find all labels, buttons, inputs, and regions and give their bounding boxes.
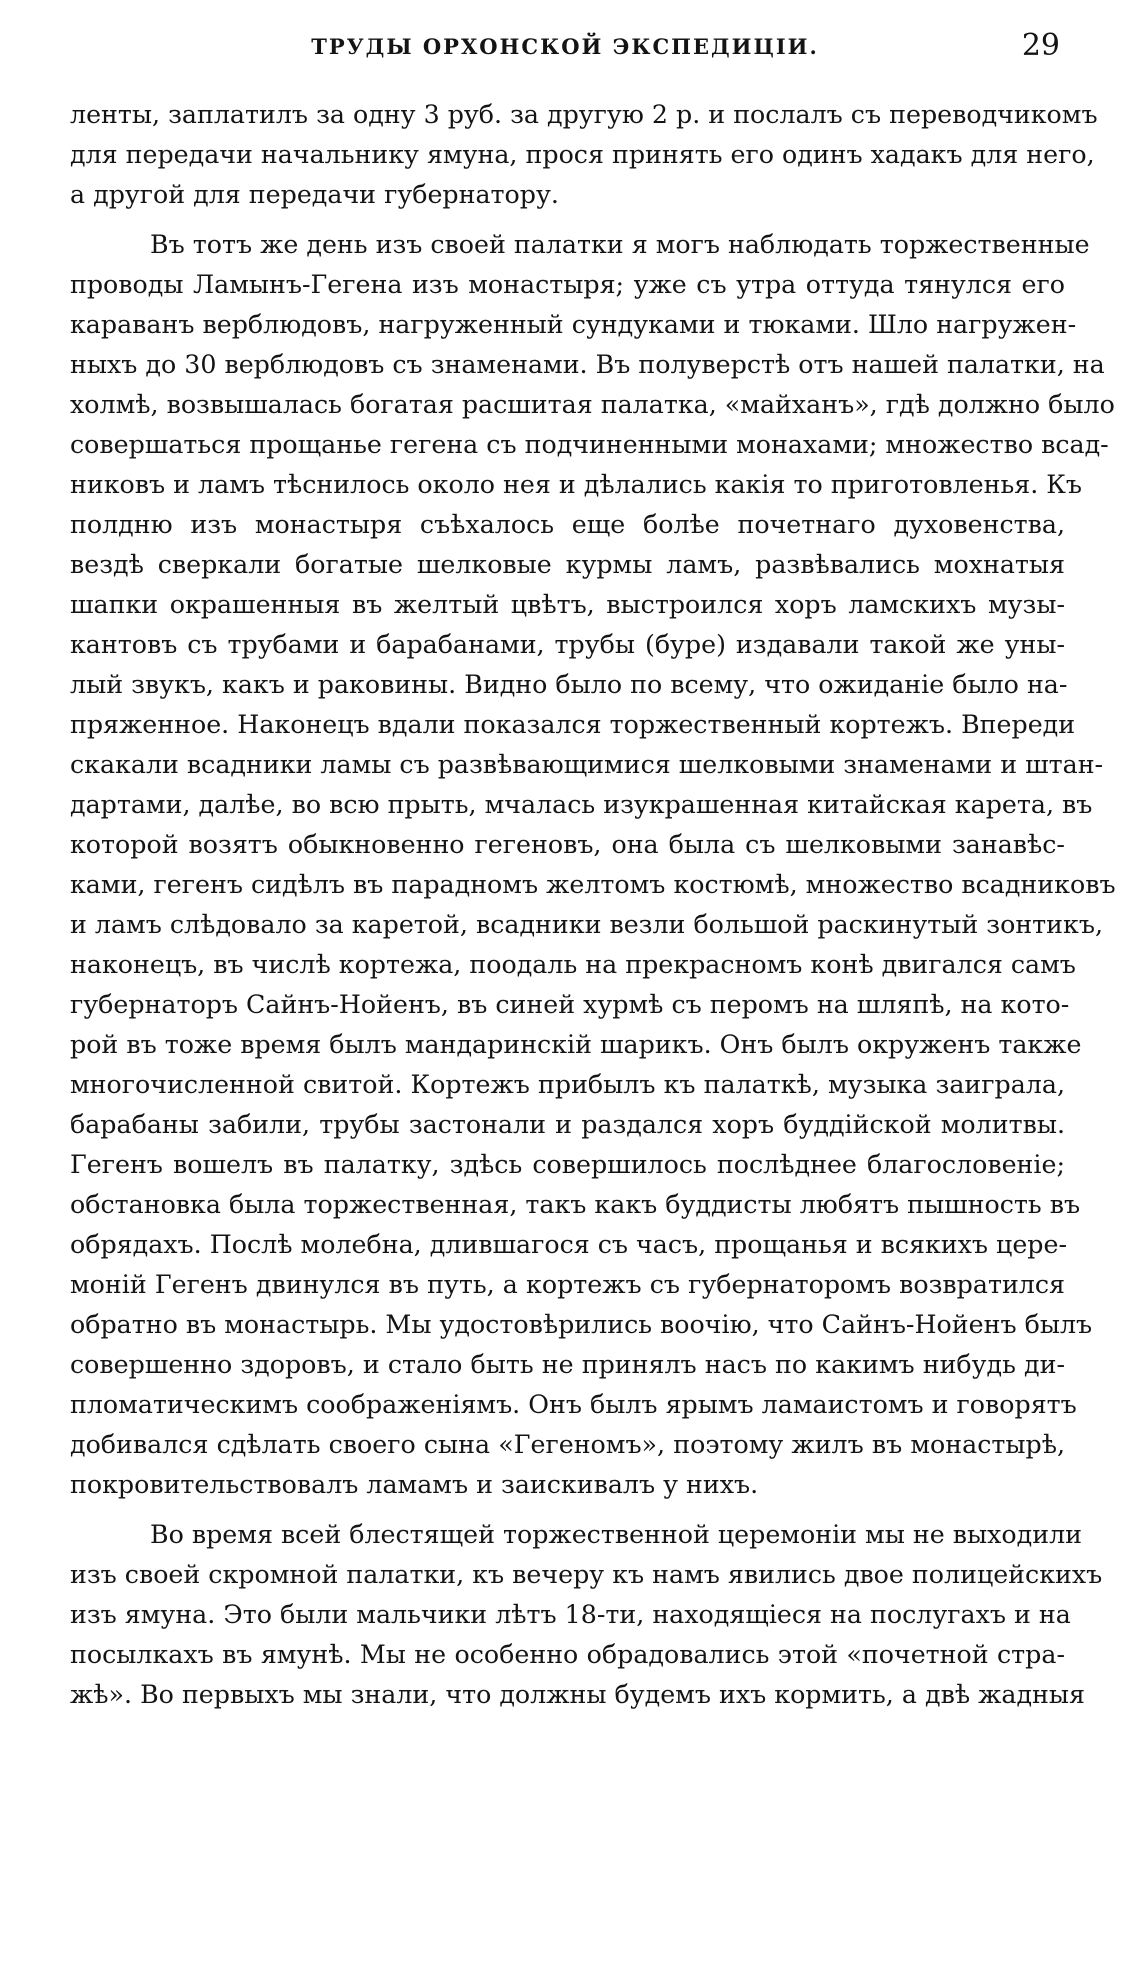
text-line: совершаться прощанье гегена съ подчиненными монахами; множество всад-	[70, 430, 1109, 459]
text-line: обрядахъ. Послѣ молебна, длившагося съ часъ, прощанья и всякихъ цере-	[70, 1230, 1068, 1259]
text-line: холмѣ, возвышалась богатая расшитая палатка, «майханъ», гдѣ должно было	[70, 390, 1115, 419]
text-line: ками, гегенъ сидѣлъ въ парадномъ желтомъ костюмѣ, множество всадниковъ	[70, 870, 1116, 899]
text-line: и ламъ слѣдовало за каретой, всадники везли большой раскинутый зонтикъ,	[70, 910, 1103, 939]
text-line: Во время всей блестящей торжественной церемоніи мы не выходили	[150, 1520, 1083, 1549]
text-line: скакали всадники ламы съ развѣвающимися шелковыми знаменами и штан-	[70, 750, 1104, 779]
text-line: Въ тотъ же день изъ своей палатки я могъ наблюдать торжественные	[150, 230, 1090, 259]
text-line: кантовъ съ трубами и барабанами, трубы (буре) издавали такой же уны-	[70, 630, 1065, 659]
text-line: моній Гегенъ двинулся въ путь, а кортежъ съ губернаторомъ возвратился	[70, 1270, 1065, 1299]
page-number: 29	[1021, 28, 1060, 63]
running-title: ТРУДЫ ОРХОНСКОЙ ЭКСПЕДИЦІИ.	[311, 34, 819, 59]
text-line: пряженное. Наконецъ вдали показался торжественный кортежъ. Впереди	[70, 710, 1076, 739]
text-line: которой возятъ обыкновенно гегеновъ, она была съ шелковыми занавѣс-	[70, 830, 1065, 859]
text-line: изъ своей скромной палатки, къ вечеру къ намъ явились двое полицейскихъ	[70, 1560, 1103, 1589]
text-line: караванъ верблюдовъ, нагруженный сундуками и тюками. Шло нагружен-	[70, 310, 1077, 339]
text-line: многочисленной свитой. Кортежъ прибылъ къ палаткѣ, музыка заиграла,	[70, 1070, 1065, 1099]
text-line: Гегенъ вошелъ въ палатку, здѣсь совершилось послѣднее благословеніе;	[70, 1150, 1065, 1179]
text-line: вездѣ сверкали богатые шелковые курмы ламъ, развѣвались мохнатыя	[70, 550, 1065, 579]
text-line: пломатическимъ соображеніямъ. Онъ былъ ярымъ ламаистомъ и говорятъ	[70, 1390, 1077, 1419]
text-line: жѣ». Во первыхъ мы знали, что должны будемъ ихъ кормить, а двѣ жадныя	[70, 1680, 1086, 1709]
text-line: покровительствовалъ ламамъ и заискивалъ у нихъ.	[70, 1470, 759, 1499]
text-line: барабаны забили, трубы застонали и раздался хоръ буддійской молитвы.	[70, 1110, 1065, 1139]
text-line: дартами, далѣе, во всю прыть, мчалась изукрашенная китайская карета, въ	[70, 790, 1093, 819]
text-line: лый звукъ, какъ и раковины. Видно было по всему, что ожиданіе было на-	[70, 670, 1068, 699]
paragraph-3	[70, 1515, 1103, 1715]
text-line: а другой для передачи губернатору.	[70, 180, 559, 209]
text-line: для передачи начальнику ямуна, прося принять его одинъ хадакъ для него,	[70, 140, 1095, 169]
text-line: ленты, заплатилъ за одну 3 руб. за другую 2 р. и послалъ съ переводчикомъ	[70, 100, 1098, 129]
text-line: никовъ и ламъ тѣснилось около нея и дѣлались какія то приготовленья. Къ	[70, 470, 1082, 499]
running-head	[70, 28, 1060, 68]
text-line: обстановка была торжественная, такъ какъ буддисты любятъ пышность въ	[70, 1190, 1081, 1219]
text-line: изъ ямуна. Это были мальчики лѣтъ 18-ти, находящіеся на послугахъ и на	[70, 1600, 1071, 1629]
paragraph-1	[70, 95, 1098, 215]
paragraph-2	[70, 225, 1116, 1505]
text-line: ныхъ до 30 верблюдовъ съ знаменами. Въ полуверстѣ отъ нашей палатки, на	[70, 350, 1105, 379]
text-line: совершенно здоровъ, и стало быть не принялъ насъ по какимъ нибудь ди-	[70, 1350, 1065, 1379]
text-line: рой въ тоже время былъ мандаринскій шарикъ. Онъ былъ окруженъ также	[70, 1030, 1082, 1059]
text-line: посылкахъ въ ямунѣ. Мы не особенно обрадовались этой «почетной стра-	[70, 1640, 1065, 1669]
text-line: обратно въ монастырь. Мы удостовѣрились воочію, что Сайнъ-Нойенъ былъ	[70, 1310, 1093, 1339]
text-line: добивался сдѣлать своего сына «Гегеномъ», поэтому жилъ въ монастырѣ,	[70, 1430, 1065, 1459]
text-line: проводы Ламынъ-Гегена изъ монастыря; уже съ утра оттуда тянулся его	[70, 270, 1065, 299]
text-line: полдню изъ монастыря съѣхалось еще болѣе почетнаго духовенства,	[70, 510, 1065, 539]
body-text	[70, 95, 1116, 1715]
text-line: наконецъ, въ числѣ кортежа, поодаль на прекрасномъ конѣ двигался самъ	[70, 950, 1076, 979]
text-line: губернаторъ Сайнъ-Нойенъ, въ синей хурмѣ съ перомъ на шляпѣ, на кото-	[70, 990, 1070, 1019]
text-line: шапки окрашенныя въ желтый цвѣтъ, выстроился хоръ ламскихъ музы-	[70, 590, 1065, 619]
